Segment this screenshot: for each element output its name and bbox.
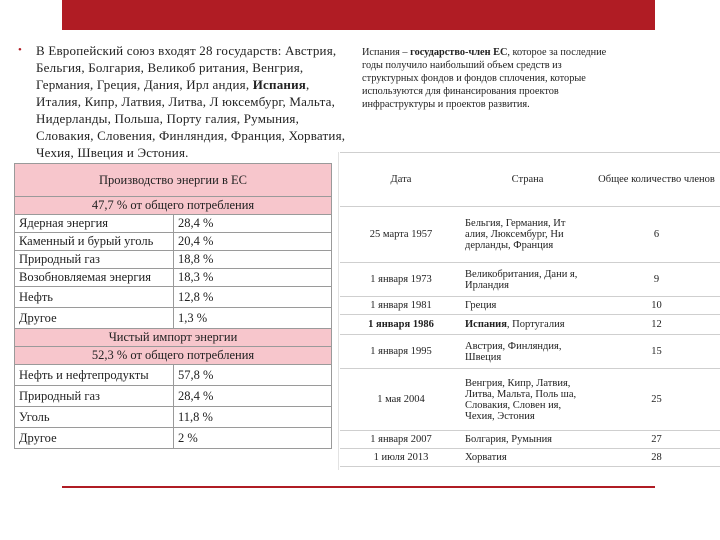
import-share: 52,3 % от общего потребления (15, 347, 332, 365)
bottom-accent-line (62, 486, 655, 488)
energy-label: Другое (15, 428, 174, 449)
eu-members-table (340, 152, 720, 467)
row-date: 25 марта 1957 (340, 207, 462, 263)
energy-label: Нефть и нефтепродукты (15, 365, 174, 386)
header-date: Дата (340, 153, 462, 207)
top-accent-bar (62, 0, 655, 30)
energy-table (14, 163, 332, 449)
energy-label: Уголь (15, 407, 174, 428)
energy-label: Ядерная энергия (15, 215, 174, 233)
energy-label: Другое (15, 308, 174, 329)
column-divider (338, 152, 339, 470)
table-row (340, 315, 720, 335)
energy-row (15, 269, 332, 287)
energy-row (15, 428, 332, 449)
table-row (340, 449, 720, 467)
row-country: Бельгия, Германия, Ит алия, Люксембург, Ни дерланды, Франция (462, 207, 593, 263)
table-row (340, 335, 720, 369)
row-date: 1 января 2007 (340, 431, 462, 449)
row-total: 12 (593, 315, 720, 335)
header-country: Страна (462, 153, 593, 207)
row-total: 6 (593, 207, 720, 263)
energy-label: Каменный и бурый уголь (15, 233, 174, 251)
spain-note-bold: государство-член ЕС (410, 47, 508, 58)
spain-note-before: Испания – (362, 47, 411, 58)
row-date: 1 июля 2013 (340, 449, 462, 467)
row-total: 15 (593, 335, 720, 369)
intro-text-before: В Европейский союз входят 28 государств: Австрия, Бельгия, Болгария, Великоб ритания, Венгрия, Германия, Греция, Дания, Ирл андия, (36, 43, 337, 92)
intro-text-bold: Испания (252, 77, 307, 92)
row-country: Греция (462, 297, 593, 315)
bullet-marker: • (18, 44, 23, 56)
energy-value: 20,4 % (174, 233, 332, 251)
energy-value: 1,3 % (174, 308, 332, 329)
row-country (462, 315, 593, 335)
energy-value: 18,8 % (174, 251, 332, 269)
table-row (340, 207, 720, 263)
row-country: Хорватия (462, 449, 593, 467)
energy-row (15, 215, 332, 233)
row-date: 1 января 1995 (340, 335, 462, 369)
energy-label: Природный газ (15, 251, 174, 269)
energy-row (15, 365, 332, 386)
energy-value: 12,8 % (174, 287, 332, 308)
spain-note (362, 46, 610, 111)
intro-paragraph (18, 42, 348, 161)
energy-row (15, 251, 332, 269)
energy-value: 2 % (174, 428, 332, 449)
row-country-bold: Испания (465, 319, 507, 330)
energy-value: 28,4 % (174, 215, 332, 233)
energy-row (15, 308, 332, 329)
row-total: 10 (593, 297, 720, 315)
row-country: Болгария, Румыния (462, 431, 593, 449)
energy-row (15, 407, 332, 428)
table-row (340, 263, 720, 297)
row-total: 28 (593, 449, 720, 467)
energy-value: 28,4 % (174, 386, 332, 407)
energy-value: 11,8 % (174, 407, 332, 428)
row-country: Венгрия, Кипр, Латвия, Литва, Мальта, Поль ша, Словакия, Словен ия, Чехия, Эстония (462, 369, 593, 431)
energy-row (15, 287, 332, 308)
table-row (340, 431, 720, 449)
row-country-rest: , Португалия (506, 319, 565, 330)
energy-label: Возобновляемая энергия (15, 269, 174, 287)
table-row (340, 369, 720, 431)
row-country: Австрия, Финляндия, Швеция (462, 335, 593, 369)
row-total: 25 (593, 369, 720, 431)
energy-label: Нефть (15, 287, 174, 308)
production-share: 47,7 % от общего потребления (15, 197, 332, 215)
row-date: 1 января 1986 (340, 315, 462, 335)
intro-text (36, 42, 348, 161)
table-row (340, 297, 720, 315)
energy-row (15, 233, 332, 251)
header-total: Общее количество членов (593, 153, 720, 207)
energy-label: Природный газ (15, 386, 174, 407)
production-title: Производство энергии в ЕС (15, 164, 332, 197)
intro-text-after: , Италия, Кипр, Латвия, Литва, Л юксембург, Мальта, Нидерланды, Польша, Порту галия, Румыния, Словакия, Словения, Финляндия, Франция, Хорватия, Чехия, Швеция и Эстония. (36, 77, 346, 160)
energy-row (15, 386, 332, 407)
energy-value: 57,8 % (174, 365, 332, 386)
row-total: 27 (593, 431, 720, 449)
energy-value: 18,3 % (174, 269, 332, 287)
row-date: 1 мая 2004 (340, 369, 462, 431)
spain-note-after: , которое за последние годы получило наибольший объем средств из структурных фондов и фондов сплочения, которые используются для финансирования проектов инфраструктуры и проектов развития. (362, 47, 607, 110)
row-date: 1 января 1981 (340, 297, 462, 315)
row-total: 9 (593, 263, 720, 297)
row-country: Великобритания, Дани я, Ирландия (462, 263, 593, 297)
row-date: 1 января 1973 (340, 263, 462, 297)
import-title: Чистый импорт энергии (15, 329, 332, 347)
